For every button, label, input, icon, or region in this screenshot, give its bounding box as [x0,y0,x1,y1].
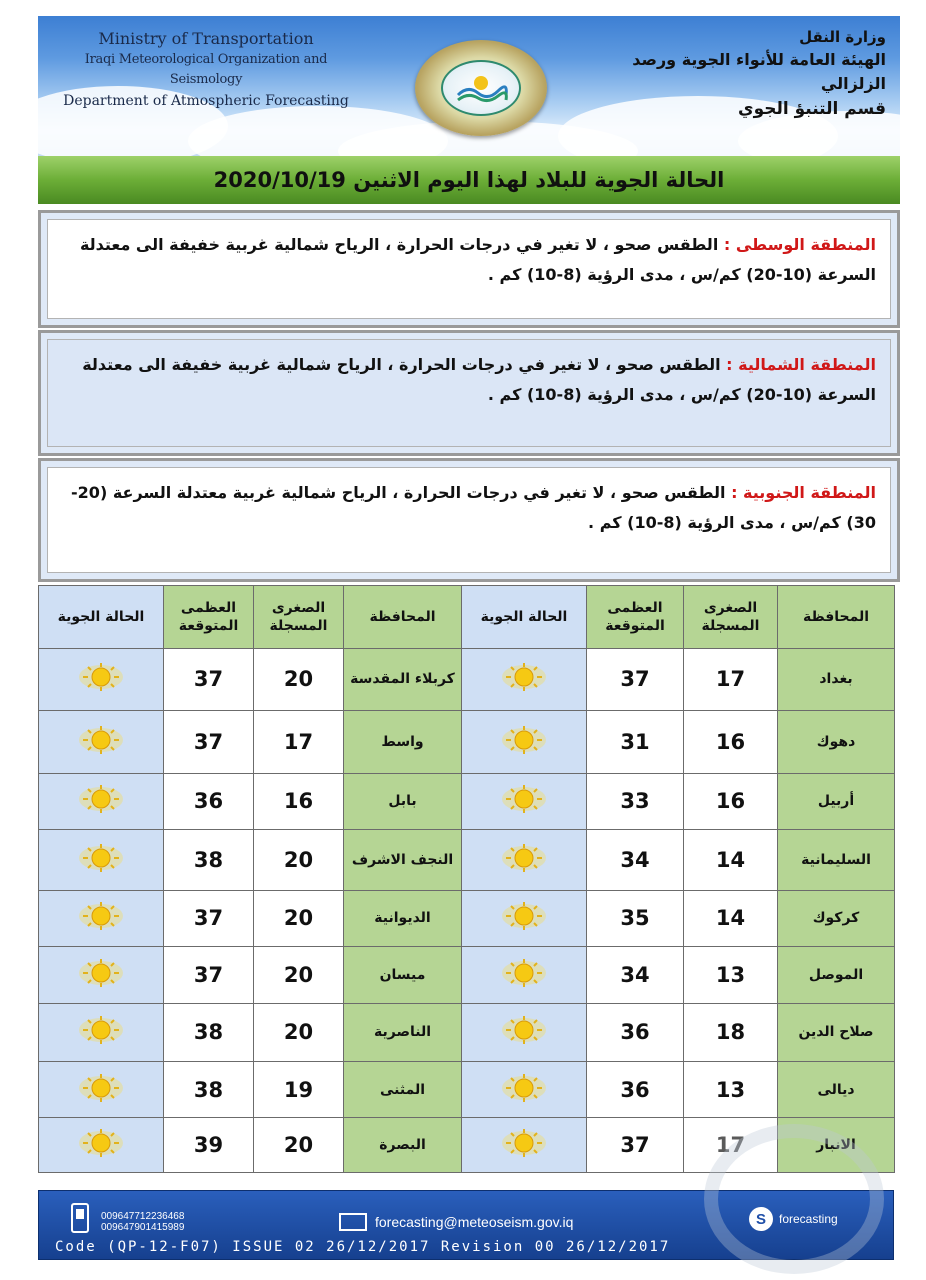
max-temp-right: 35 [587,890,684,946]
organization-name-en: Iraqi Meteorological Organization and Seismology [84,52,328,87]
table-row [39,1061,895,1117]
temperature-table [38,585,895,1173]
governorate-right: السليمانية [778,830,895,891]
sun-icon [78,1073,124,1103]
skype-icon: S [749,1207,773,1231]
governorate-left: واسط [344,711,462,774]
max-temp-right: 36 [587,1061,684,1117]
governorate-left: الديوانية [344,890,462,946]
max-temp-right: 36 [587,1003,684,1061]
table-row [39,1003,895,1061]
weather-cell-right [462,648,587,711]
sun-icon [78,843,124,873]
max-temp-left: 37 [164,648,254,711]
mail-icon [339,1213,367,1231]
governorate-right: أربيل [778,773,895,829]
max-temp-right: 31 [587,711,684,774]
ministry-name-ar: وزارة النقل [799,28,886,46]
table-row [39,711,895,774]
max-temp-right: 34 [587,947,684,1003]
max-temp-right: 33 [587,773,684,829]
weather-cell-left [39,711,164,774]
region-south [38,458,900,582]
min-temp-right: 13 [684,947,778,1003]
phone-numbers [101,1211,184,1233]
governorate-right: صلاح الدين [778,1003,895,1061]
weather-cell-right [462,1118,587,1173]
skype-name: forecasting [779,1212,838,1226]
min-temp-left: 20 [254,1003,344,1061]
min-temp-left: 20 [254,1118,344,1173]
governorate-right: ديالى [778,1061,895,1117]
min-temp-right: 17 [684,1118,778,1173]
max-temp-left: 37 [164,890,254,946]
sun-icon [501,843,547,873]
table-row [39,773,895,829]
max-temp-left: 37 [164,947,254,1003]
region-central-forecast: الطقس صحو ، لا تغير في درجات الحرارة ، الرياح شمالية غربية خفيفة الى معتدلة السرعة (10-20) كم/س ، مدى الرؤية (8-10) كم . [79,235,876,284]
governorate-left: البصرة [344,1118,462,1173]
region-north-forecast: الطقس صحو ، لا تغير في درجات الحرارة ، الرياح شمالية غربية خفيفة الى معتدلة السرعة (10-20) كم/س ، مدى الرؤية (8-10) كم . [82,355,876,404]
sun-icon [501,662,547,692]
sun-icon [78,725,124,755]
sun-icon [501,725,547,755]
min-temp-left: 20 [254,947,344,1003]
max-temp-left: 39 [164,1118,254,1173]
governorate-left: المثنى [344,1061,462,1117]
governorate-right: الموصل [778,947,895,1003]
table-row [39,830,895,891]
email-contact [339,1213,573,1231]
min-temp-left: 20 [254,648,344,711]
phone-icon [71,1203,89,1233]
organization-name-ar: الهيئة العامة للأنواء الجوية ورصد الزلزالي [632,50,886,93]
min-temp-right: 16 [684,711,778,774]
region-central-text [62,230,876,290]
table-header-row [39,586,895,649]
email-address: forecasting@meteoseism.gov.iq [375,1214,574,1230]
region-north [38,330,900,456]
min-temp-left: 19 [254,1061,344,1117]
governorate-left: الناصرية [344,1003,462,1061]
weather-cell-left [39,830,164,891]
table-row [39,648,895,711]
max-temp-left: 38 [164,1003,254,1061]
weather-cell-right [462,890,587,946]
min-temp-left: 20 [254,830,344,891]
header-max-right: العظمى المتوقعة [587,586,684,649]
logo-emblem-icon [441,60,521,116]
sun-icon [78,901,124,931]
min-temp-left: 17 [254,711,344,774]
header-min-right: الصغرى المسجلة [684,586,778,649]
weather-cell-left [39,648,164,711]
min-temp-right: 13 [684,1061,778,1117]
table-row [39,947,895,1003]
sun-icon [501,784,547,814]
min-temp-right: 14 [684,830,778,891]
min-temp-left: 16 [254,773,344,829]
sun-icon [501,901,547,931]
governorate-left: ميسان [344,947,462,1003]
governorate-right: دهوك [778,711,895,774]
max-temp-left: 38 [164,830,254,891]
header-banner [38,16,900,156]
weather-cell-left [39,890,164,946]
weather-cell-left [39,947,164,1003]
region-south-forecast: الطقس صحو ، لا تغير في درجات الحرارة ، الرياح شمالية غربية معتدلة السرعة (20-30) كم/س ، مدى الرؤية (8-10) كم . [71,483,876,532]
header-max-left: العظمى المتوقعة [164,586,254,649]
weather-cell-left [39,1118,164,1173]
department-name-ar: قسم التنبؤ الجوي [738,99,886,119]
min-temp-right: 16 [684,773,778,829]
header-weather-left: الحالة الجوية [39,586,164,649]
sun-icon [78,1015,124,1045]
header-min-left: الصغرى المسجلة [254,586,344,649]
header-governorate-right: المحافظة [778,586,895,649]
max-temp-right: 37 [587,1118,684,1173]
region-south-text [62,478,876,538]
weather-cell-right [462,773,587,829]
phone-number-2: 009647901415989 [101,1222,185,1233]
max-temp-left: 38 [164,1061,254,1117]
sun-icon [501,1128,547,1158]
min-temp-left: 20 [254,890,344,946]
sun-icon [501,958,547,988]
ministry-name-en: Ministry of Transportation [98,29,314,48]
sun-icon [78,662,124,692]
sun-icon [78,1128,124,1158]
weather-cell-right [462,1061,587,1117]
weather-cell-right [462,711,587,774]
governorate-right: كركوك [778,890,895,946]
sun-icon [78,784,124,814]
weather-cell-right [462,830,587,891]
sun-icon [78,958,124,988]
max-temp-right: 37 [587,648,684,711]
governorate-left: بابل [344,773,462,829]
max-temp-left: 36 [164,773,254,829]
table-row [39,890,895,946]
max-temp-right: 34 [587,830,684,891]
phone-number-1: 009647712236468 [101,1211,185,1222]
weather-cell-left [39,1003,164,1061]
department-name-en: Department of Atmospheric Forecasting [63,93,349,109]
header-governorate-left: المحافظة [344,586,462,649]
max-temp-left: 37 [164,711,254,774]
title-bar [38,156,900,204]
weather-cell-left [39,773,164,829]
header-weather-right: الحالة الجوية [462,586,587,649]
weather-cell-left [39,1061,164,1117]
sun-icon [501,1015,547,1045]
english-organization-name [56,28,356,112]
sun-icon [501,1073,547,1103]
watermark-ring [704,1124,884,1274]
organization-logo [415,40,547,136]
region-north-text [62,350,876,410]
region-north-label: المنطقة الشمالية : [726,355,876,374]
document-code: Code (QP-12-F07) ISSUE 02 26/12/2017 Revision 00 26/12/2017 [55,1239,671,1255]
bulletin-title: الحالة الجوية للبلاد لهذا اليوم الاثنين 2020/10/19 [213,168,725,192]
governorate-right: الانبار [778,1118,895,1173]
governorate-right: بغداد [778,648,895,711]
min-temp-right: 14 [684,890,778,946]
region-south-label: المنطقة الجنوبية : [731,483,876,502]
governorate-left: النجف الاشرف [344,830,462,891]
arabic-organization-name [586,26,886,122]
min-temp-right: 17 [684,648,778,711]
min-temp-right: 18 [684,1003,778,1061]
region-central [38,210,900,328]
weather-cell-right [462,947,587,1003]
weather-cell-right [462,1003,587,1061]
region-central-label: المنطقة الوسطى : [723,235,876,254]
governorate-left: كربلاء المقدسة [344,648,462,711]
